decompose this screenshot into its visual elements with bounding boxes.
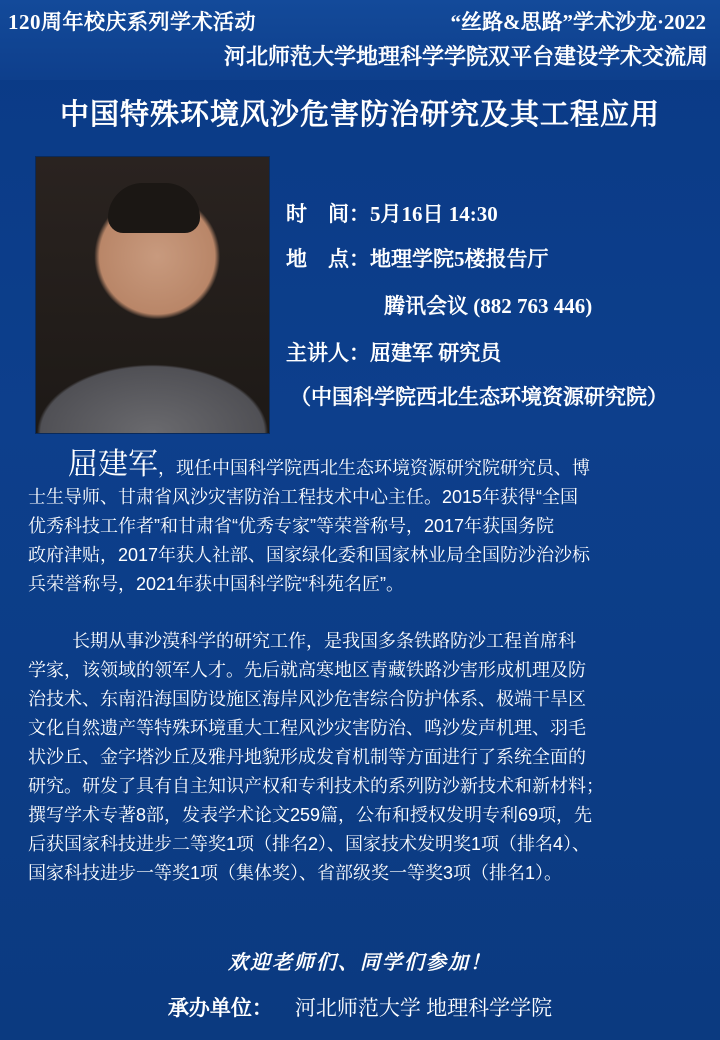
bio-line: 士生导师、甘肃省风沙灾害防治工程技术中心主任。2015年获得“全国 bbox=[28, 487, 579, 507]
bio-line bbox=[28, 450, 698, 483]
time-value: 5月16日 14:30 bbox=[370, 202, 498, 226]
bio-line: 撰写学术专著8部，发表学术论文259篇，公布和授权发明专利69项，先 bbox=[28, 805, 593, 825]
header-salon-title: “丝路&思路”学术沙龙·2022 bbox=[450, 10, 706, 34]
bio-line: 兵荣誉称号，2021年获中国科学院“科苑名匠”。 bbox=[28, 574, 405, 594]
bio-line: 政府津贴，2017年获人社部、国家绿化委和国家林业局全国防沙治沙标 bbox=[28, 545, 591, 565]
header-subtitle: 河北师范大学地理科学学院双平台建设学术交流周 bbox=[223, 44, 708, 69]
speaker-label: 主讲人： bbox=[286, 341, 370, 365]
welcome-message: 欢迎老师们、同学们参加！ bbox=[228, 952, 492, 974]
organizer-value: 河北师范大学 地理科学学院 bbox=[294, 996, 553, 1020]
bio-name: 屈建军 bbox=[68, 448, 158, 481]
online-meeting: 腾讯会议 (882 763 446) bbox=[384, 294, 593, 318]
bio-paragraph-1 bbox=[28, 450, 698, 599]
bio-line: 文化自然遗产等特殊环境重大工程风沙灾害防治、鸣沙发声机理、羽毛 bbox=[28, 718, 586, 738]
bio-line: 优秀科技工作者”和甘肃省“优秀专家”等荣誉称号，2017年获国务院 bbox=[28, 516, 555, 536]
organizer-row bbox=[0, 992, 720, 1022]
speaker-value: 屈建军 研究员 bbox=[370, 341, 502, 365]
bio-line-text: ，现任中国科学院西北生态环境资源研究院研究员、博 bbox=[158, 458, 590, 478]
bio-line: 后获国家科技进步二等奖1项（排名2）、国家技术发明奖1项（排名4）、 bbox=[28, 834, 591, 854]
bio-line: 长期从事沙漠科学的研究工作，是我国多条铁路防沙工程首席科 bbox=[72, 631, 576, 651]
bio-line: 学家，该领域的领军人才。先后就高寒地区青藏铁路沙害形成机理及防 bbox=[28, 660, 586, 680]
bio-line: 国家科技进步一等奖1项（集体奖）、省部级奖一等奖3项（排名1）。 bbox=[28, 863, 563, 883]
bio-paragraph-2 bbox=[28, 627, 698, 888]
time-row bbox=[286, 198, 498, 228]
bio-line: 治技术、东南沿海国防设施区海岸风沙危害综合防护体系、极端干旱区 bbox=[28, 689, 586, 709]
lecture-title: 中国特殊环境风沙危害防治研究及其工程应用 bbox=[59, 99, 660, 131]
speaker-photo bbox=[35, 156, 270, 434]
place-label: 地 点： bbox=[286, 247, 370, 271]
bio-line: 研究。研发了具有自主知识产权和专利技术的系列防沙新技术和新材料； bbox=[28, 776, 604, 796]
speaker-affiliation: （中国科学院西北生态环境资源研究院） bbox=[290, 385, 668, 409]
speaker-photo-hair bbox=[108, 183, 200, 233]
bio-line: 状沙丘、金字塔沙丘及雅丹地貌形成发育机制等方面进行了系统全面的 bbox=[28, 747, 586, 767]
organizer-label: 承办单位： bbox=[167, 996, 273, 1020]
place-row bbox=[286, 243, 549, 273]
place-value: 地理学院5楼报告厅 bbox=[370, 247, 549, 271]
time-label: 时 间： bbox=[286, 202, 370, 226]
speaker-row bbox=[286, 337, 501, 367]
header-event-series: 120周年校庆系列学术活动 bbox=[8, 10, 256, 34]
